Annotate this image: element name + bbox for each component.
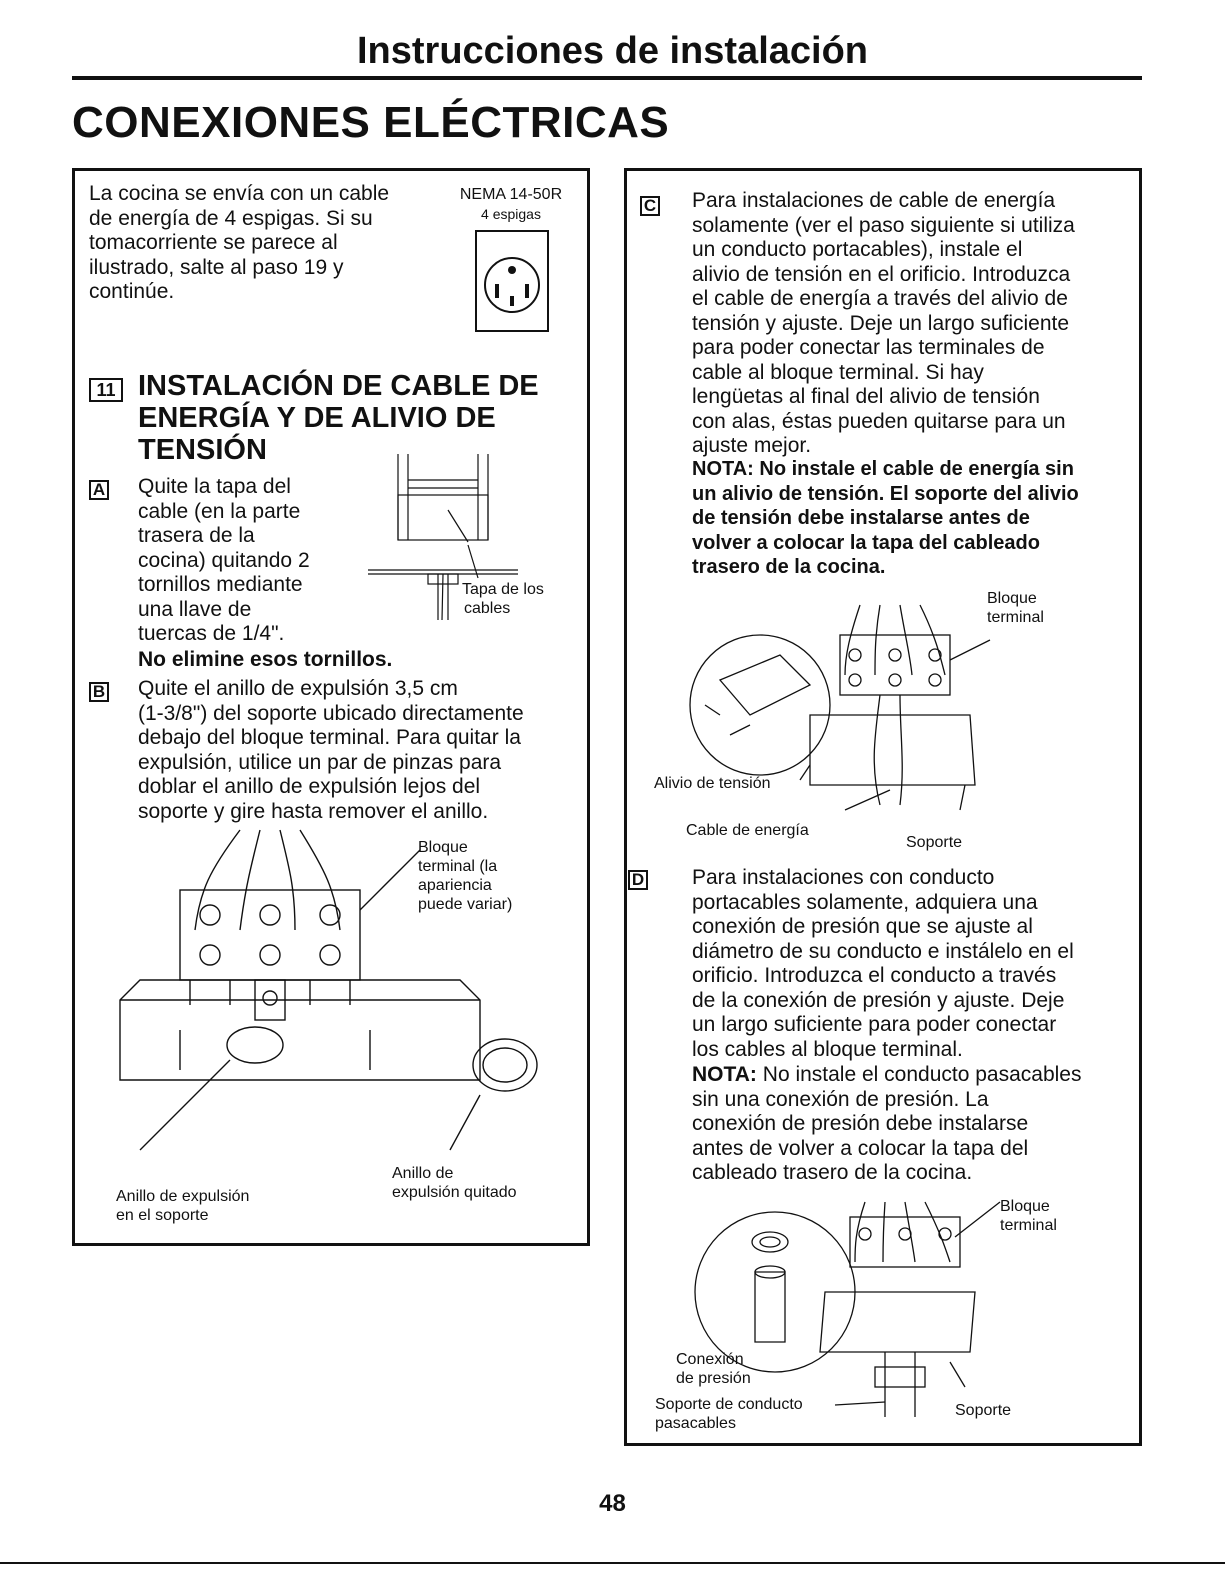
step-b-line: expulsión, utilice un par de pinzas para [138, 750, 502, 774]
fig2-support-label: Soporte [955, 1402, 1012, 1419]
strain-relief-illustration [650, 595, 1050, 855]
step-c-line: un conducto portacables), instale el [692, 238, 1023, 261]
step-d-line: diámetro de su conducto e instálelo en el [692, 939, 1074, 963]
step-c-line: cable al bloque terminal. Si hay [692, 360, 984, 384]
step-d-line: un largo suficiente para poder conectar [692, 1013, 1057, 1036]
terminal-label-line: Bloque [418, 839, 468, 856]
step-a-badge: A [89, 480, 109, 500]
fig1-terminal-line: Bloque [987, 590, 1037, 607]
step-c-line: solamente (ver el paso siguiente si utiliza [692, 213, 1075, 237]
intro-line: La cocina se envía con un cable [89, 182, 390, 205]
step-d-note-bold: NOTA: [692, 1063, 757, 1086]
page-header: Instrucciones de instalación [356, 30, 869, 72]
step-d-line: conexión de presión que se ajuste al [692, 915, 1033, 938]
step-b-line: (1-3/8") del soporte ubicado directamente [138, 701, 524, 725]
step-a-text [138, 475, 368, 647]
header-rule [72, 76, 1142, 80]
intro-line: de energía de 4 espigas. Si su [89, 206, 373, 230]
outlet-label: NEMA 14-50R [459, 186, 563, 203]
step-c-note-line: un alivio de tensión. El soporte del alivio [692, 482, 1079, 505]
step-a-line: trasera de la [138, 524, 255, 547]
step-b-text [138, 677, 583, 824]
fig2-connection-line: de presión [676, 1370, 751, 1387]
step-a-line: Quite la tapa del [138, 475, 291, 498]
step-d-note [692, 1063, 1132, 1186]
step-c-line: el cable de energía a través del alivio de [692, 287, 1068, 310]
step-title-line: ENERGÍA Y DE ALIVIO DE [138, 402, 496, 434]
intro-line: tomacorriente se parece al [89, 231, 338, 254]
step-b-line: Quite el anillo de expulsión 3,5 cm [138, 677, 458, 700]
step-c-note-line: trasero de la cocina. [692, 556, 886, 578]
fig1-support-label: Soporte [906, 834, 963, 851]
step-d-line: orificio. Introduzca el conducto a través [692, 964, 1057, 987]
step-b-line: doblar el anillo de expulsión lejos del [138, 775, 481, 798]
intro-text [89, 182, 449, 305]
cover-label-line: Tapa de los [462, 581, 544, 598]
step-d-badge: D [628, 870, 648, 890]
step-a-line: cocina) quitando 2 [138, 548, 310, 572]
ring-removed-line: expulsión quitado [392, 1184, 517, 1201]
footer-rule [0, 1562, 1225, 1564]
step-b-line: soporte y gire hasta remover el anillo. [138, 799, 489, 823]
fig1-strain-label: Alivio de tensión [654, 775, 771, 792]
fig2-conduit-line: Soporte de conducto [655, 1396, 803, 1413]
intro-line: continúe. [89, 280, 175, 303]
step-d-note-line: No instale el conducto pasacables [756, 1063, 1082, 1086]
step-d-note-line: conexión de presión debe instalarse [692, 1112, 1029, 1135]
cover-label [462, 580, 544, 618]
step-c-text [692, 189, 1132, 459]
step-a-line: una llave de [138, 597, 252, 621]
ring-removed-label [392, 1164, 517, 1202]
outlet-sublabel: 4 espigas [481, 206, 541, 222]
fig2-connection-label [676, 1350, 751, 1388]
step-c-line: lengüetas al final del alivio de tensión [692, 385, 1040, 408]
step-a-note: No elimine esos tornillos. [138, 648, 393, 671]
step-a-line: tuercas de 1/4". [138, 622, 285, 645]
fig2-connection-line: Conexión [676, 1351, 744, 1368]
step-d-text [692, 866, 1132, 1062]
step-b-badge: B [89, 682, 109, 702]
step-c-note [692, 457, 1132, 580]
step-d-line: de la conexión de presión y ajuste. Deje [692, 988, 1065, 1012]
step-d-note-line: sin una conexión de presión. La [692, 1087, 989, 1111]
step-c-note-line: volver a colocar la tapa del cableado [692, 531, 1040, 554]
fig2-terminal-line: terminal [1000, 1217, 1057, 1234]
fig2-terminal-label [1000, 1197, 1057, 1235]
step-c-line: con alas, éstas pueden quitarse para un [692, 409, 1066, 433]
ring-bracket-line: en el soporte [116, 1207, 209, 1224]
fig1-cable-label: Cable de energía [686, 822, 809, 839]
terminal-label [418, 838, 512, 914]
step-number-badge: 11 [89, 378, 123, 402]
fig2-conduit-label [655, 1395, 803, 1433]
ring-bracket-line: Anillo de expulsión [116, 1188, 250, 1205]
section-title: CONEXIONES ELÉCTRICAS [72, 98, 670, 147]
ring-bracket-label [116, 1187, 249, 1225]
cover-label-line: cables [464, 600, 511, 617]
step-c-line: ajuste mejor. [692, 434, 812, 457]
step-c-line: para poder conectar las terminales de [692, 336, 1045, 359]
step-d-note-line: antes de volver a colocar la tapa del [692, 1136, 1029, 1160]
fig1-terminal-label [987, 589, 1044, 627]
step-title-line: TENSIÓN [138, 434, 267, 466]
page-number: 48 [599, 1490, 626, 1517]
step-title-line: INSTALACIÓN DE CABLE DE [138, 370, 539, 402]
step-c-line: tensión y ajuste. Deje un largo suficiente [692, 311, 1070, 335]
fig1-terminal-line: terminal [987, 609, 1044, 626]
fig2-conduit-line: pasacables [655, 1415, 736, 1432]
terminal-label-line: apariencia [418, 877, 492, 894]
fig2-terminal-line: Bloque [1000, 1198, 1050, 1215]
step-c-line: Para instalaciones de cable de energía [692, 189, 1056, 212]
step-d-line: portacables solamente, adquiera una [692, 890, 1038, 914]
ring-removed-line: Anillo de [392, 1165, 454, 1182]
step-c-line: alivio de tensión en el orificio. Introduzca [692, 262, 1071, 286]
step-c-badge: C [640, 196, 660, 216]
step-d-line: los cables al bloque terminal. [692, 1037, 963, 1061]
terminal-label-line: puede variar) [418, 896, 513, 913]
step-c-note-line: NOTA: No instale el cable de energía sin [692, 458, 1074, 480]
terminal-label-line: terminal (la [418, 858, 498, 875]
step-a-line: cable (en la parte [138, 499, 301, 523]
intro-line: ilustrado, salte al paso 19 y [89, 255, 344, 279]
step-d-note-line: cableado trasero de la cocina. [692, 1161, 973, 1184]
step-c-note-line: de tensión debe instalarse antes de [692, 507, 1030, 529]
step-d-line: Para instalaciones con conducto [692, 866, 995, 889]
step-b-line: debajo del bloque terminal. Para quitar la [138, 726, 521, 749]
outlet-icon [475, 230, 549, 332]
step-a-line: tornillos mediante [138, 573, 303, 596]
